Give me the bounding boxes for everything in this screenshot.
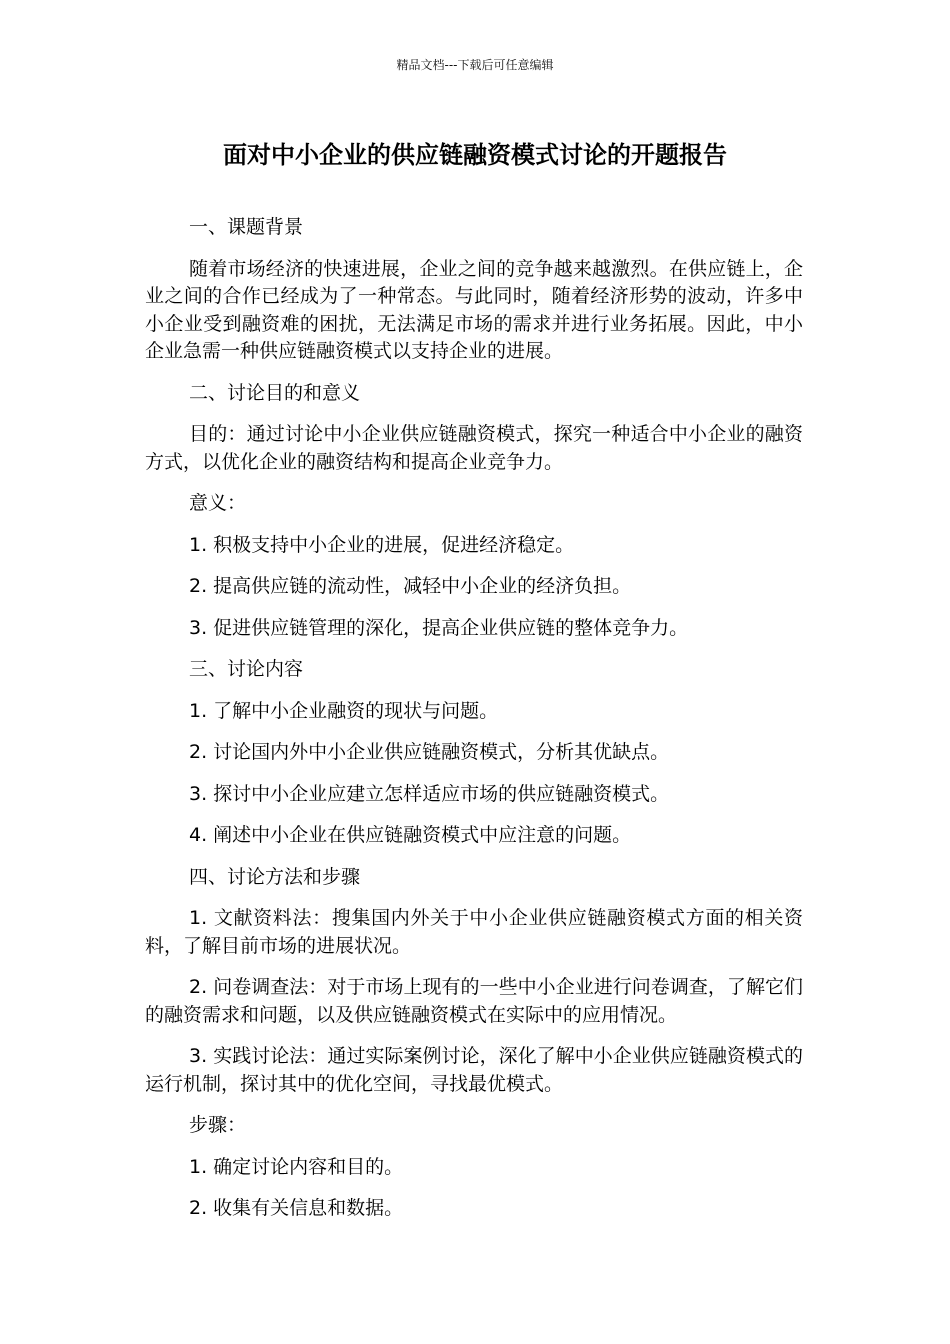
significance-item-3: 3. 促进供应链管理的深化，提高企业供应链的整体竞争力。 [189, 616, 689, 639]
content-item-2: 2. 讨论国内外中小企业供应链融资模式，分析其优缺点。 [189, 741, 670, 763]
significance-item-2: 2. 提高供应链的流动性，减轻中小企业的经济负担。 [189, 575, 632, 597]
method-item-2: 2. 问卷调查法：对于市场上现有的一些中小企业进行问卷调查，了解它们的融资需求和问题，以及供应链融资模式在实际中的应用情况。 [145, 976, 803, 1026]
section-heading-background: 一、课题背景 [189, 216, 304, 238]
step-item-1: 1. 确定讨论内容和目的。 [189, 1155, 404, 1178]
steps-label: 步骤： [189, 1114, 247, 1136]
page-header: 精品文档---下载后可任意编辑 [396, 58, 554, 72]
section-heading-content: 三、讨论内容 [189, 658, 304, 680]
content-item-4: 4. 阐述中小企业在供应链融资模式中应注意的问题。 [189, 824, 632, 846]
content-item-1: 1. 了解中小企业融资的现状与问题。 [189, 699, 499, 722]
paragraph-background: 随着市场经济的快速进展，企业之间的竞争越来越激烈。在供应链上，企业之间的合作已经成为了一种常态。与此同时，随着经济形势的波动，许多中小企业受到融资难的困扰，无法满足市场的需求并进行业务拓展。因此，中小企业急需一种供应链融资模式以支持企业的进展。 [145, 257, 803, 362]
paragraph-purpose: 目的：通过讨论中小企业供应链融资模式，探究一种适合中小企业的融资方式，以优化企业的融资结构和提高企业竞争力。 [145, 423, 803, 473]
section-heading-methods: 四、讨论方法和步骤 [189, 865, 361, 888]
content-item-3: 3. 探讨中小企业应建立怎样适应市场的供应链融资模式。 [189, 782, 670, 805]
step-item-2: 2. 收集有关信息和数据。 [189, 1197, 404, 1219]
section-heading-purpose: 二、讨论目的和意义 [189, 381, 361, 404]
document-body [145, 214, 803, 1237]
significance-label: 意义： [189, 492, 247, 514]
document-title: 面对中小企业的供应链融资模式讨论的开题报告 [223, 141, 727, 169]
method-item-3: 3. 实践讨论法：通过实际案例讨论，深化了解中小企业供应链融资模式的运行机制，探讨其中的优化空间，寻找最优模式。 [145, 1045, 803, 1095]
method-item-1: 1. 文献资料法：搜集国内外关于中小企业供应链融资模式方面的相关资料，了解目前市场的进展状况。 [145, 907, 803, 957]
significance-item-1: 1. 积极支持中小企业的进展，促进经济稳定。 [189, 533, 575, 556]
